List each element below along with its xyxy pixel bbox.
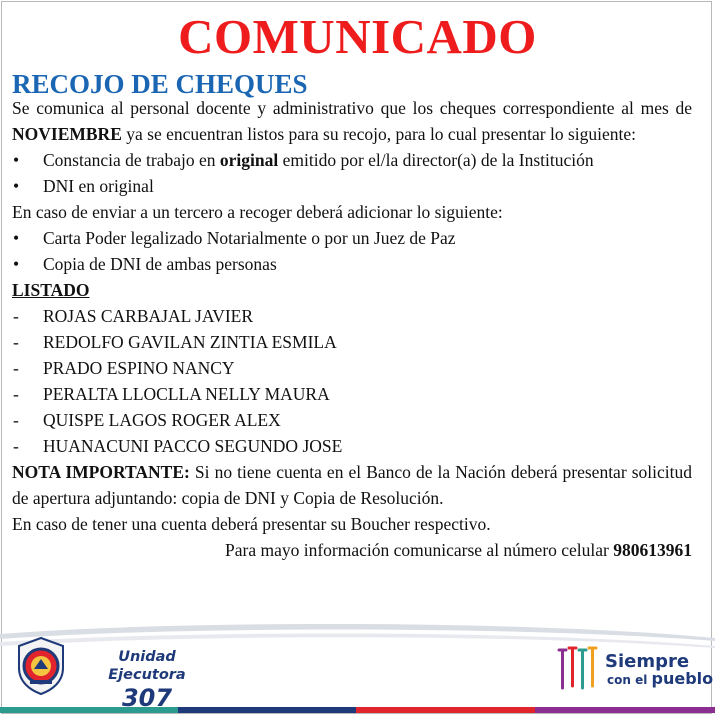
- list-item: • Copia de DNI de ambas personas: [12, 251, 692, 277]
- ugel-seal-logo: [16, 636, 66, 696]
- third-party-paragraph: En caso de enviar a un tercero a recoger deberá adicionar lo siguiente:: [12, 202, 503, 222]
- phone-number: 980613961: [613, 540, 692, 560]
- list-item: • DNI en original: [12, 173, 692, 199]
- footer-bar-red: [356, 707, 535, 713]
- footer-bar-purple: [535, 707, 715, 713]
- dash-marker: -: [13, 306, 19, 326]
- dash-marker: -: [13, 436, 19, 456]
- names-list: [12, 303, 692, 459]
- dash-marker: -: [13, 384, 19, 404]
- bullet-marker: •: [13, 150, 20, 170]
- page-subtitle: RECOJO DE CHEQUES: [12, 69, 308, 99]
- dash-marker: -: [13, 332, 19, 352]
- nota-paragraph: NOTA IMPORTANTE: Si no tiene cuenta en el Banco de la Nación deberá presentar solicitud de apertura adjuntando: copia de DNI y Copia de Resolución.: [12, 462, 692, 508]
- footer: [0, 622, 715, 717]
- listado-heading: LISTADO: [12, 280, 90, 300]
- contact-line: Para mayo información comunicarse al número celular 980613961: [225, 540, 692, 560]
- bullet-marker: •: [13, 254, 20, 274]
- list-item: • Carta Poder legalizado Notarialmente o por un Juez de Paz: [12, 225, 692, 251]
- bullet-marker: •: [13, 176, 20, 196]
- requirements-list: [12, 147, 692, 199]
- third-party-list: [12, 225, 692, 277]
- intro-paragraph: Se comunica al personal docente y administrativo que los cheques correspondiente al mes de NOVIEMBRE ya se encuentran listos para su recojo, para lo cual presentar lo siguiente:: [12, 98, 692, 144]
- list-item: - QUISPE LAGOS ROGER ALEX: [12, 407, 692, 433]
- list-item: • Constancia de trabajo en original emitido por el/la director(a) de la Institución: [12, 147, 692, 173]
- nota-label: NOTA IMPORTANTE:: [12, 462, 190, 482]
- list-item: - HUANACUNI PACCO SEGUNDO JOSE: [12, 433, 692, 459]
- dash-marker: -: [13, 358, 19, 378]
- intro-month: NOVIEMBRE: [12, 124, 122, 144]
- siempre-con-el-pueblo-logo: Siempre con el pueblo: [605, 651, 714, 688]
- page-title: COMUNICADO: [178, 9, 537, 64]
- list-item: - PERALTA LLOCLLA NELLY MAURA: [12, 381, 692, 407]
- nota-paragraph-2: En caso de tener una cuenta deberá presentar su Boucher respectivo.: [12, 514, 491, 534]
- list-item: - REDOLFO GAVILAN ZINTIA ESMILA: [12, 329, 692, 355]
- list-item: - PRADO ESPINO NANCY: [12, 355, 692, 381]
- document-body: [12, 95, 692, 563]
- dash-marker: -: [13, 410, 19, 430]
- unidad-ejecutora-label: Unidad Ejecutora 307: [108, 649, 186, 712]
- siempre-people-icon: [556, 644, 602, 692]
- list-item: - ROJAS CARBAJAL JAVIER: [12, 303, 692, 329]
- bullet-marker: •: [13, 228, 20, 248]
